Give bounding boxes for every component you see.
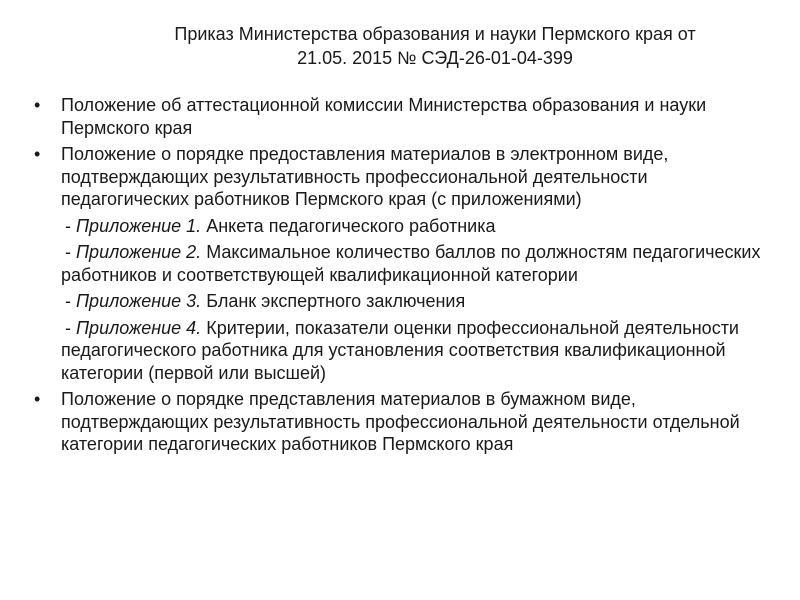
list-item-paper-materials — [34, 388, 774, 456]
dash-marker: - — [65, 242, 71, 262]
dash-marker: - — [65, 317, 71, 338]
appendix-ref: Приложение 2. — [76, 242, 202, 262]
appendix-item-3 — [34, 290, 774, 313]
appendix-item-1 — [34, 215, 774, 238]
slide-body — [34, 94, 774, 460]
list-item-text: Положение о порядке представления материалов в бумажном виде, подтверждающих результативность профессиональной деятельности отдельной категории педагогических работников Пермского края — [61, 389, 740, 454]
title-line-1: Приказ Министерства образования и науки Пермского края от — [174, 24, 696, 44]
bullet-icon: • — [34, 144, 41, 164]
appendix-item-4 — [34, 317, 774, 385]
bullet-icon: • — [34, 389, 41, 409]
list-item-text: Положение о порядке предоставления материалов в электронном виде, подтверждающих результативность профессиональной деятельности педагогических работников Пермского края (с приложениями) — [61, 144, 669, 209]
list-item-electronic-materials — [34, 143, 774, 211]
appendix-text: Критерии, показатели оценки профессиональной деятельности педагогического работника для установления соответствия квалификационной категории (первой или высшей) — [61, 317, 739, 383]
appendix-text: Анкета педагогического работника — [206, 215, 496, 236]
appendix-ref: Приложение 3. — [76, 291, 202, 311]
dash-marker: - — [65, 291, 71, 311]
slide-title — [90, 22, 780, 70]
dash-marker: - — [65, 215, 71, 236]
appendix-text: Бланк экспертного заключения — [206, 291, 466, 311]
title-line-2: 21.05. 2015 № СЭД-26-01-04-399 — [297, 48, 573, 68]
appendix-ref: Приложение 4. — [76, 317, 202, 338]
list-item-text: Положение об аттестационной комиссии Министерства образования и науки Пермского края — [61, 95, 707, 138]
appendix-text: Максимальное количество баллов по должностям педагогических работников и соответствующей квалификационной категории — [61, 242, 761, 285]
list-item-commission-regulation — [34, 94, 774, 139]
bullet-icon: • — [34, 95, 41, 115]
appendix-ref: Приложение 1. — [76, 215, 202, 236]
appendix-item-2 — [34, 241, 774, 286]
